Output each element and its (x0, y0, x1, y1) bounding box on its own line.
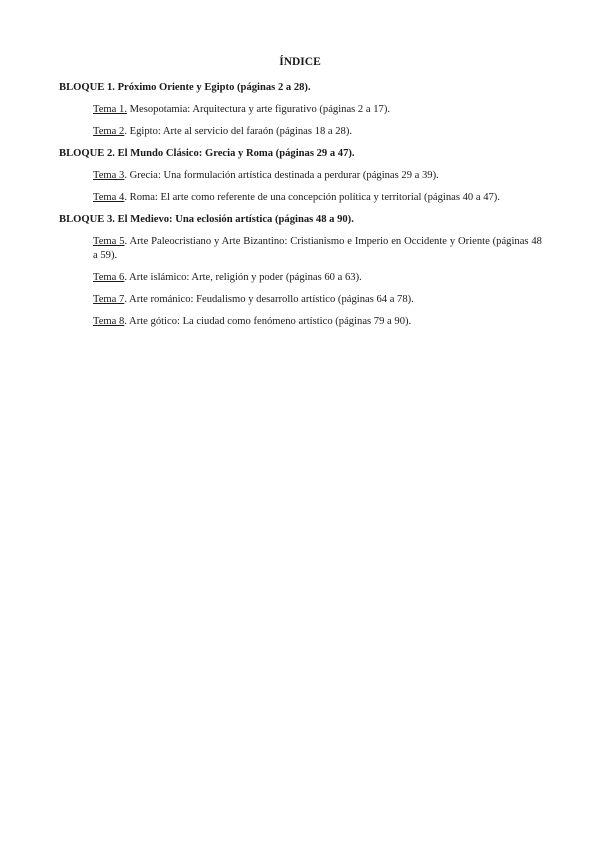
tema-link[interactable]: Tema 1. (93, 104, 127, 115)
tema-link[interactable]: Tema 7 (93, 294, 125, 305)
bloque-title: BLOQUE 1. Próximo Oriente y Egipto (páginas 2 a 28). (59, 82, 311, 93)
page-title: ÍNDICE (279, 56, 321, 68)
tema-text: Mesopotamia: Arquitectura y arte figurativo (páginas 2 a 17). (129, 104, 390, 115)
tema-link[interactable]: Tema 8 (93, 316, 125, 327)
index-content (59, 81, 542, 337)
tema-link[interactable]: Tema 3 (93, 170, 125, 181)
bloque-3 (59, 213, 542, 329)
tema-item (93, 293, 542, 307)
bloque-2 (59, 147, 542, 205)
bloque-title: BLOQUE 2. El Mundo Clásico: Grecia y Roma (páginas 29 a 47). (59, 148, 355, 159)
tema-item (93, 125, 542, 139)
tema-item (93, 191, 542, 205)
tema-item (93, 169, 542, 183)
tema-separator: . (124, 170, 130, 181)
tema-separator: . (124, 272, 130, 283)
tema-item (93, 271, 542, 285)
tema-text: Grecia: Una formulación artística destinada a perdurar (páginas 29 a 39). (129, 170, 439, 181)
tema-item (93, 315, 542, 329)
tema-separator: . (124, 316, 130, 327)
tema-text: Arte Paleocristiano y Arte Bizantino: Cristianismo e Imperio en Occidente y Oriente (páginas 48 a 59). (93, 236, 542, 261)
tema-text: Arte islámico: Arte, religión y poder (páginas 60 a 63). (129, 272, 362, 283)
tema-separator: . (124, 236, 130, 247)
tema-separator: . (124, 126, 130, 137)
tema-separator: . (124, 294, 130, 305)
tema-separator: . (124, 192, 130, 203)
bloque-title: BLOQUE 3. El Medievo: Una eclosión artística (páginas 48 a 90). (59, 214, 354, 225)
bloque-1 (59, 81, 542, 139)
tema-text: Arte gótico: La ciudad como fenómeno artístico (páginas 79 a 90). (129, 316, 412, 327)
tema-text: Roma: El arte como referente de una concepción política y territorial (páginas 40 a 47). (129, 192, 500, 203)
tema-link[interactable]: Tema 4 (93, 192, 125, 203)
tema-text: Arte románico: Feudalismo y desarrollo artístico (páginas 64 a 78). (129, 294, 414, 305)
tema-text: Egipto: Arte al servicio del faraón (páginas 18 a 28). (129, 126, 353, 137)
tema-link[interactable]: Tema 6 (93, 272, 125, 283)
tema-item (93, 235, 542, 263)
tema-item (93, 103, 542, 117)
tema-link[interactable]: Tema 5 (93, 236, 125, 247)
tema-link[interactable]: Tema 2 (93, 126, 125, 137)
